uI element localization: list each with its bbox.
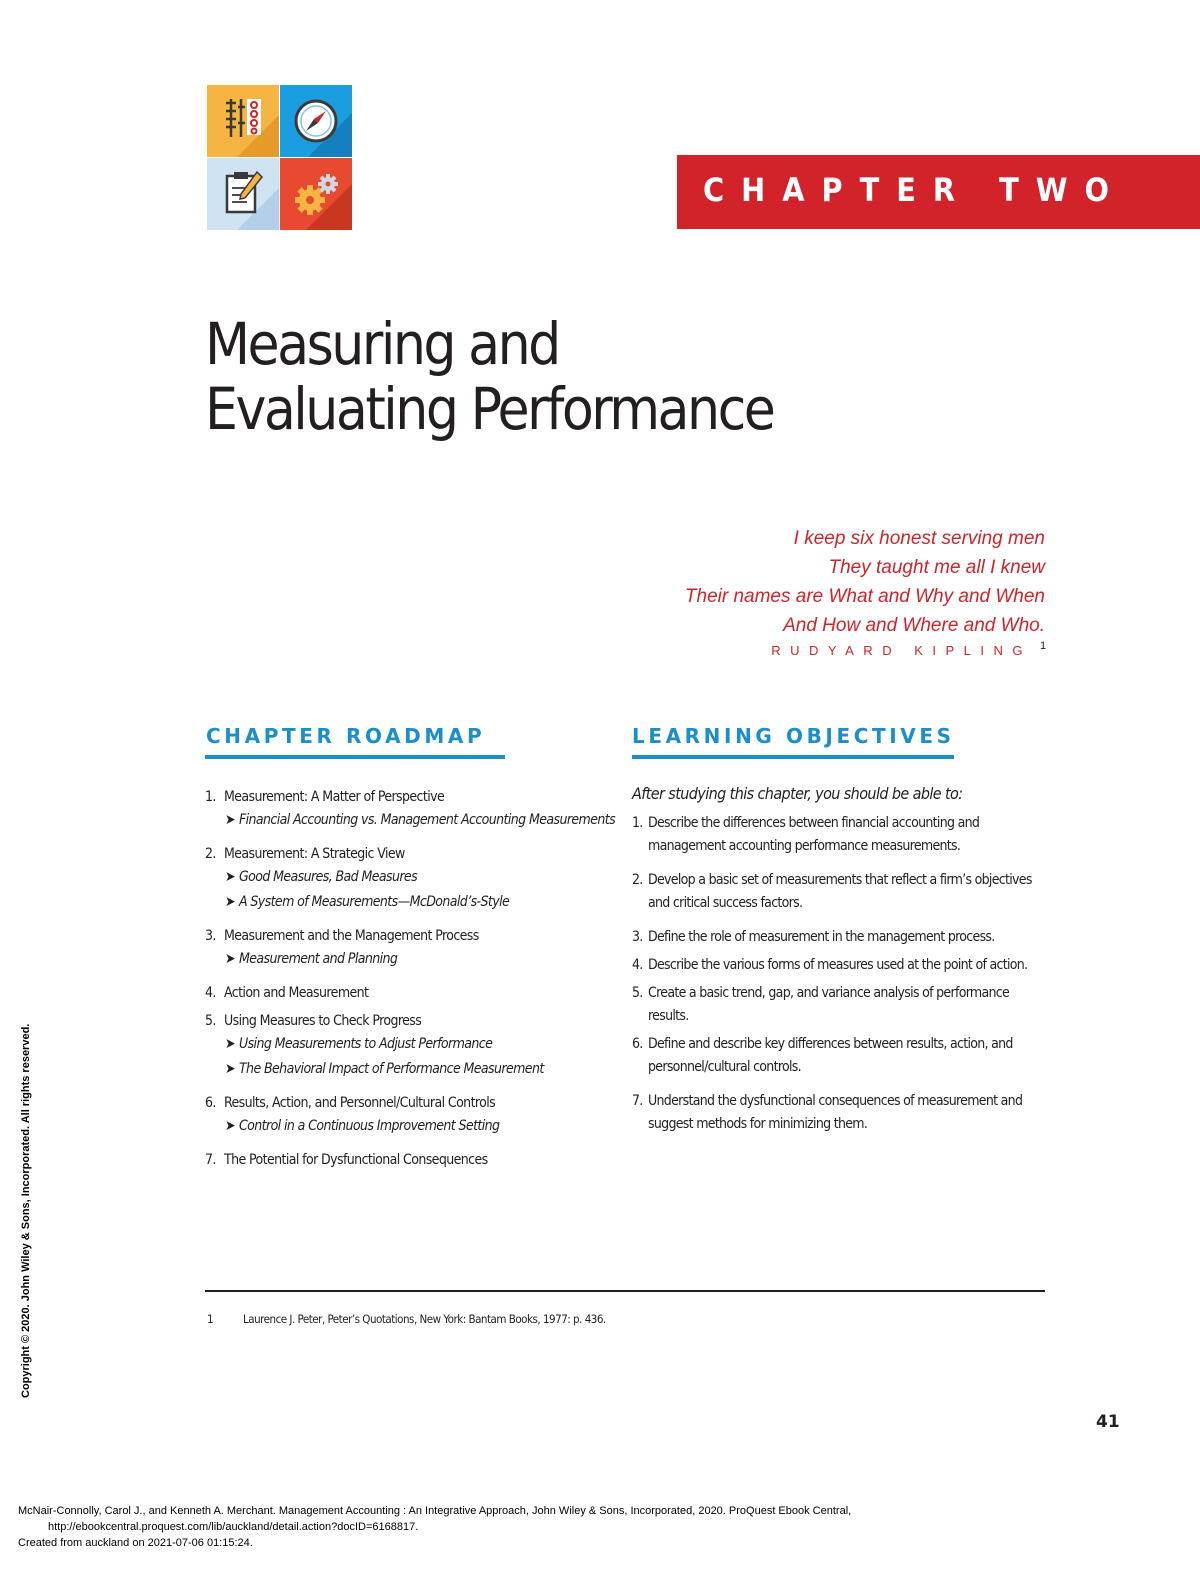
objective-number: 5. <box>632 985 643 1001</box>
citation-line: McNair-Connolly, Carol J., and Kenneth A. Merchant. Management Accounting : An Integrative Approach, John Wiley & Sons, Incorporated, 2020. ProQuest Ebook Central, <box>18 1505 852 1517</box>
roadmap-item <box>205 1010 625 1082</box>
objective-text: Describe the various forms of measures used at the point of action. <box>648 957 1028 973</box>
roadmap-heading: CHAPTER ROADMAP <box>206 724 486 748</box>
epigraph-author: RUDYARD KIPLING <box>771 643 1032 658</box>
chapter-banner <box>677 155 1200 229</box>
objective-text: Develop a basic set of measurements that reflect a firm’s objectives and critical success factors. <box>648 872 1032 911</box>
roadmap-item-number: 3. <box>205 928 216 944</box>
copyright-notice: Copyright © 2020. John Wiley & Sons, Incorporated. All rights reserved. <box>20 1023 32 1398</box>
learning-objectives-list <box>632 812 1050 1147</box>
objective-number: 6. <box>632 1036 643 1052</box>
objective-item <box>632 1033 1050 1079</box>
arrow-bullet-icon: ➤ <box>225 1061 235 1077</box>
epigraph-line: And How and Where and Who. <box>783 615 1045 636</box>
roadmap-item-label: Action and Measurement <box>224 985 369 1001</box>
roadmap-item-number: 1. <box>205 789 216 805</box>
chapter-title-line-2: Evaluating Performance <box>205 375 774 443</box>
roadmap-subitem-label: Good Measures, Bad Measures <box>238 869 418 885</box>
objective-number: 1. <box>632 815 643 831</box>
clipboard-pencil-icon <box>207 158 279 230</box>
roadmap-item <box>205 843 625 915</box>
objective-item <box>632 812 1050 858</box>
chapter-title <box>205 312 905 442</box>
compass-icon <box>280 85 352 157</box>
arrow-bullet-icon: ➤ <box>225 894 235 910</box>
footnote-text: Laurence J. Peter, Peter’s Quotations, New York: Bantam Books, 1977: p. 436. <box>243 1312 606 1326</box>
roadmap-subitem-label: The Behavioral Impact of Performance Measurement <box>238 1061 544 1077</box>
citation-url: http://ebookcentral.proquest.com/lib/auckland/detail.action?docID=6168817. <box>48 1521 419 1533</box>
objective-number: 2. <box>632 872 643 888</box>
citation-created: Created from auckland on 2021-07-06 01:15:24. <box>18 1537 253 1549</box>
roadmap-item-label: Using Measures to Check Progress <box>224 1013 422 1029</box>
arrow-bullet-icon: ➤ <box>225 1036 235 1052</box>
roadmap-item-number: 6. <box>205 1095 216 1111</box>
roadmap-subitem-label: A System of Measurements—McDonald’s-Style <box>238 894 510 910</box>
chapter-icon-grid <box>207 85 352 230</box>
epigraph-line: They taught me all I knew <box>828 557 1045 578</box>
roadmap-item-number: 7. <box>205 1152 216 1168</box>
roadmap-item-number: 5. <box>205 1013 216 1029</box>
roadmap-item <box>205 982 625 1004</box>
checklist-icon <box>207 85 279 157</box>
objective-item <box>632 926 1050 949</box>
roadmap-item <box>205 925 625 972</box>
roadmap-item-label: Results, Action, and Personnel/Cultural Controls <box>224 1095 496 1111</box>
page-number: 41 <box>1096 1412 1120 1432</box>
epigraph-quote <box>685 524 1045 640</box>
roadmap-subitem-label: Control in a Continuous Improvement Setting <box>238 1118 500 1134</box>
epigraph-line: Their names are What and Why and When <box>684 586 1045 607</box>
roadmap-item-label: Measurement: A Strategic View <box>224 846 405 862</box>
objectives-intro: After studying this chapter, you should be able to: <box>632 784 963 803</box>
roadmap-subitem-label: Using Measurements to Adjust Performance <box>238 1036 493 1052</box>
objectives-heading: LEARNING OBJECTIVES <box>632 724 955 748</box>
objective-item <box>632 1090 1050 1136</box>
objective-text: Define and describe key differences between results, action, and personnel/cultural controls. <box>648 1036 1013 1075</box>
objective-item <box>632 869 1050 915</box>
footnote-number: 1 <box>207 1312 214 1326</box>
footnote <box>207 1312 606 1326</box>
citation-block <box>18 1503 851 1551</box>
chapter-title-line-1: Measuring and <box>205 310 559 378</box>
arrow-bullet-icon: ➤ <box>225 812 235 828</box>
roadmap-heading-rule <box>205 755 505 759</box>
arrow-bullet-icon: ➤ <box>225 869 235 885</box>
objective-item <box>632 982 1050 1028</box>
objective-text: Describe the differences between financial accounting and management accounting performance measurements. <box>648 815 980 854</box>
objective-number: 4. <box>632 957 643 973</box>
objective-text: Create a basic trend, gap, and variance analysis of performance results. <box>648 985 1010 1024</box>
arrow-bullet-icon: ➤ <box>225 951 235 967</box>
gears-icon <box>280 158 352 230</box>
objective-text: Define the role of measurement in the management process. <box>648 929 995 945</box>
arrow-bullet-icon: ➤ <box>225 1118 235 1134</box>
epigraph-line: I keep six honest serving men <box>793 528 1045 549</box>
objectives-heading-rule <box>632 755 954 759</box>
roadmap-item <box>205 786 625 833</box>
chapter-label: CHAPTER TWO <box>703 171 1126 209</box>
footnote-rule <box>205 1290 1045 1292</box>
roadmap-item-label: Measurement: A Matter of Perspective <box>224 789 445 805</box>
roadmap-subitem-label: Measurement and Planning <box>238 951 398 967</box>
objective-item <box>632 954 1050 977</box>
roadmap-item-number: 2. <box>205 846 216 862</box>
objective-number: 7. <box>632 1093 643 1109</box>
roadmap-subitem-label: Financial Accounting vs. Management Accounting Measurements <box>238 812 616 828</box>
roadmap-item-number: 4. <box>205 985 216 1001</box>
objective-text: Understand the dysfunctional consequences of measurement and suggest methods for minimizing them. <box>648 1093 1023 1132</box>
roadmap-item-label: Measurement and the Management Process <box>224 928 479 944</box>
roadmap-item-label: The Potential for Dysfunctional Consequences <box>224 1152 488 1168</box>
epigraph-footnote-ref: 1 <box>1040 640 1047 652</box>
objective-number: 3. <box>632 929 643 945</box>
roadmap-item <box>205 1149 625 1171</box>
roadmap-item <box>205 1092 625 1139</box>
chapter-roadmap <box>205 786 625 1171</box>
